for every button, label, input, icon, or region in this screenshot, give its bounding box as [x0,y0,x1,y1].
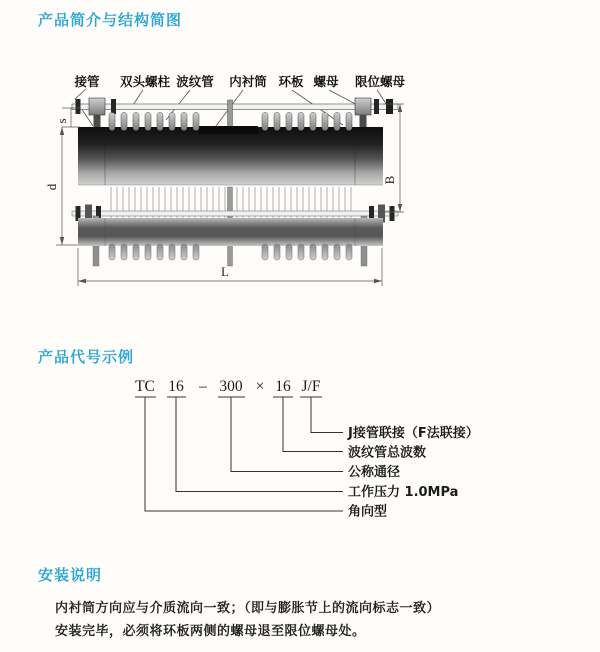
part-label-nut: 螺母 [313,74,339,89]
code-segment-waves: 16 [275,378,291,395]
code-annotation-nominal-diameter: 公称通径 [348,465,401,480]
code-annotation-wave-count: 波纹管总波数 [348,445,427,461]
code-annotation-working-pressure: 工作压力 1.0MPa [348,485,459,500]
dim-label-L: L [221,264,229,279]
part-label-bellows: 波纹管 [176,74,214,89]
dim-label-s: s [54,118,69,124]
upper-body [78,126,383,185]
install-instruction-line-2: 安装完毕，必须将环板两侧的螺母退至限位螺母处。 [55,624,366,639]
expansion-joint-diagram [40,70,415,298]
code-segment-times: × [255,378,265,395]
dimension-B [382,104,404,212]
dim-label-B: B [382,175,397,185]
part-label-ring-plate: 环板 [278,74,304,89]
code-segment-dash: – [199,378,207,395]
code-segment-pressure: 16 [168,378,184,395]
install-instruction-line-1: 内衬筒方向应与介质流向一致；（即与膨胀节上的流向标志一致） [55,601,441,616]
dim-label-d: d [44,183,59,191]
code-annotation-connection: J接管联接（F法联接） [348,426,479,441]
dimension-d [44,127,78,245]
section-title-product-code: 产品代号示例 [38,348,135,366]
section-title-installation: 安装说明 [38,566,103,584]
section-title-product-intro: 产品简介与结构简图 [38,11,183,29]
product-code-diagram [120,375,540,525]
code-segment-diameter: 300 [219,378,243,395]
code-connector-lines [135,397,343,511]
part-label-connecting-pipe: 接管 [74,74,100,89]
lower-half [72,187,398,266]
part-label-limit-nut: 限位螺母 [354,74,406,89]
code-segment-type: TC [135,378,155,395]
part-label-inner-liner: 内衬筒 [229,74,267,89]
code-annotation-angular-type: 角向型 [348,504,388,520]
part-label-stud: 双头螺柱 [119,74,171,89]
code-segment-connection: J/F [301,378,321,395]
